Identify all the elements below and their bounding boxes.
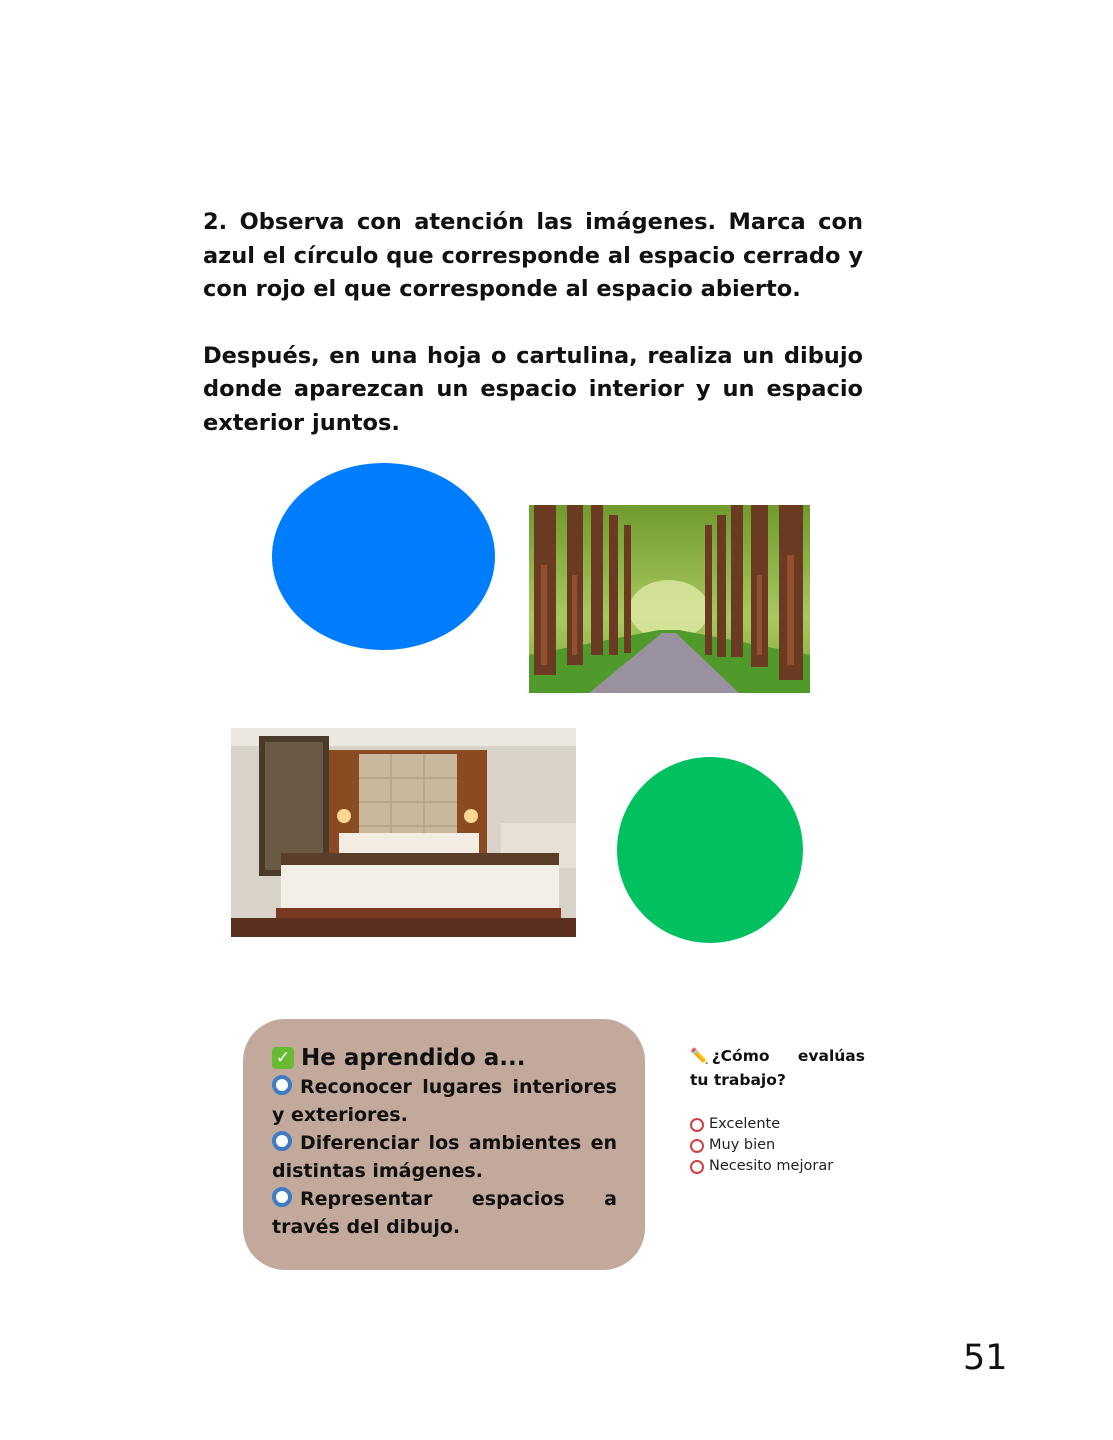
forest-path-photo bbox=[529, 505, 810, 693]
instruction-paragraph-1: 2. Observa con atención las imágenes. Marca con azul el círculo que corresponde al espacio cerrado y con rojo el que corresponde al espacio abierto. bbox=[203, 209, 863, 302]
bedroom-photo bbox=[231, 728, 576, 937]
instruction-paragraph-2: Después, en una hoja o cartulina, realiza un dibujo donde aparezcan un espacio interior y un espacio exterior juntos. bbox=[203, 342, 863, 436]
bullet-icon bbox=[272, 1075, 292, 1095]
learned-item bbox=[272, 1073, 617, 1129]
evaluation-option-necesito-mejorar[interactable] bbox=[690, 1156, 865, 1177]
learned-item-text: Diferenciar los ambientes en distintas imágenes. bbox=[272, 1132, 617, 1182]
evaluation-title-text: ¿Cómo evalúas tu trabajo? bbox=[690, 1047, 865, 1089]
evaluation-option-muy-bien[interactable] bbox=[690, 1135, 865, 1156]
radio-circle-icon[interactable] bbox=[690, 1139, 704, 1153]
learned-item bbox=[272, 1129, 617, 1185]
evaluation-option-label: Necesito mejorar bbox=[709, 1158, 834, 1174]
bullet-icon bbox=[272, 1131, 292, 1151]
self-evaluation bbox=[690, 1044, 865, 1177]
green-circle[interactable] bbox=[617, 757, 803, 943]
page-number: 51 bbox=[963, 1338, 1008, 1378]
evaluation-option-label: Muy bien bbox=[709, 1137, 776, 1153]
learned-title-text: He aprendido a... bbox=[301, 1045, 526, 1071]
check-icon: ✓ bbox=[272, 1047, 294, 1069]
radio-circle-icon[interactable] bbox=[690, 1118, 704, 1132]
blue-circle[interactable] bbox=[272, 463, 495, 650]
evaluation-title bbox=[690, 1044, 865, 1092]
evaluation-option-excelente[interactable] bbox=[690, 1114, 865, 1135]
learned-box bbox=[243, 1019, 645, 1270]
evaluation-options bbox=[690, 1114, 865, 1177]
pencil-icon: ✏️ bbox=[690, 1047, 709, 1065]
learned-item-text: Reconocer lugares interiores y exteriores. bbox=[272, 1076, 617, 1126]
learned-title bbox=[272, 1043, 617, 1073]
learned-item-text: Representar espacios a través del dibujo. bbox=[272, 1188, 617, 1238]
radio-circle-icon[interactable] bbox=[690, 1160, 704, 1174]
instructions bbox=[203, 206, 863, 440]
learned-item bbox=[272, 1185, 617, 1241]
evaluation-option-label: Excelente bbox=[709, 1116, 781, 1132]
bullet-icon bbox=[272, 1187, 292, 1207]
